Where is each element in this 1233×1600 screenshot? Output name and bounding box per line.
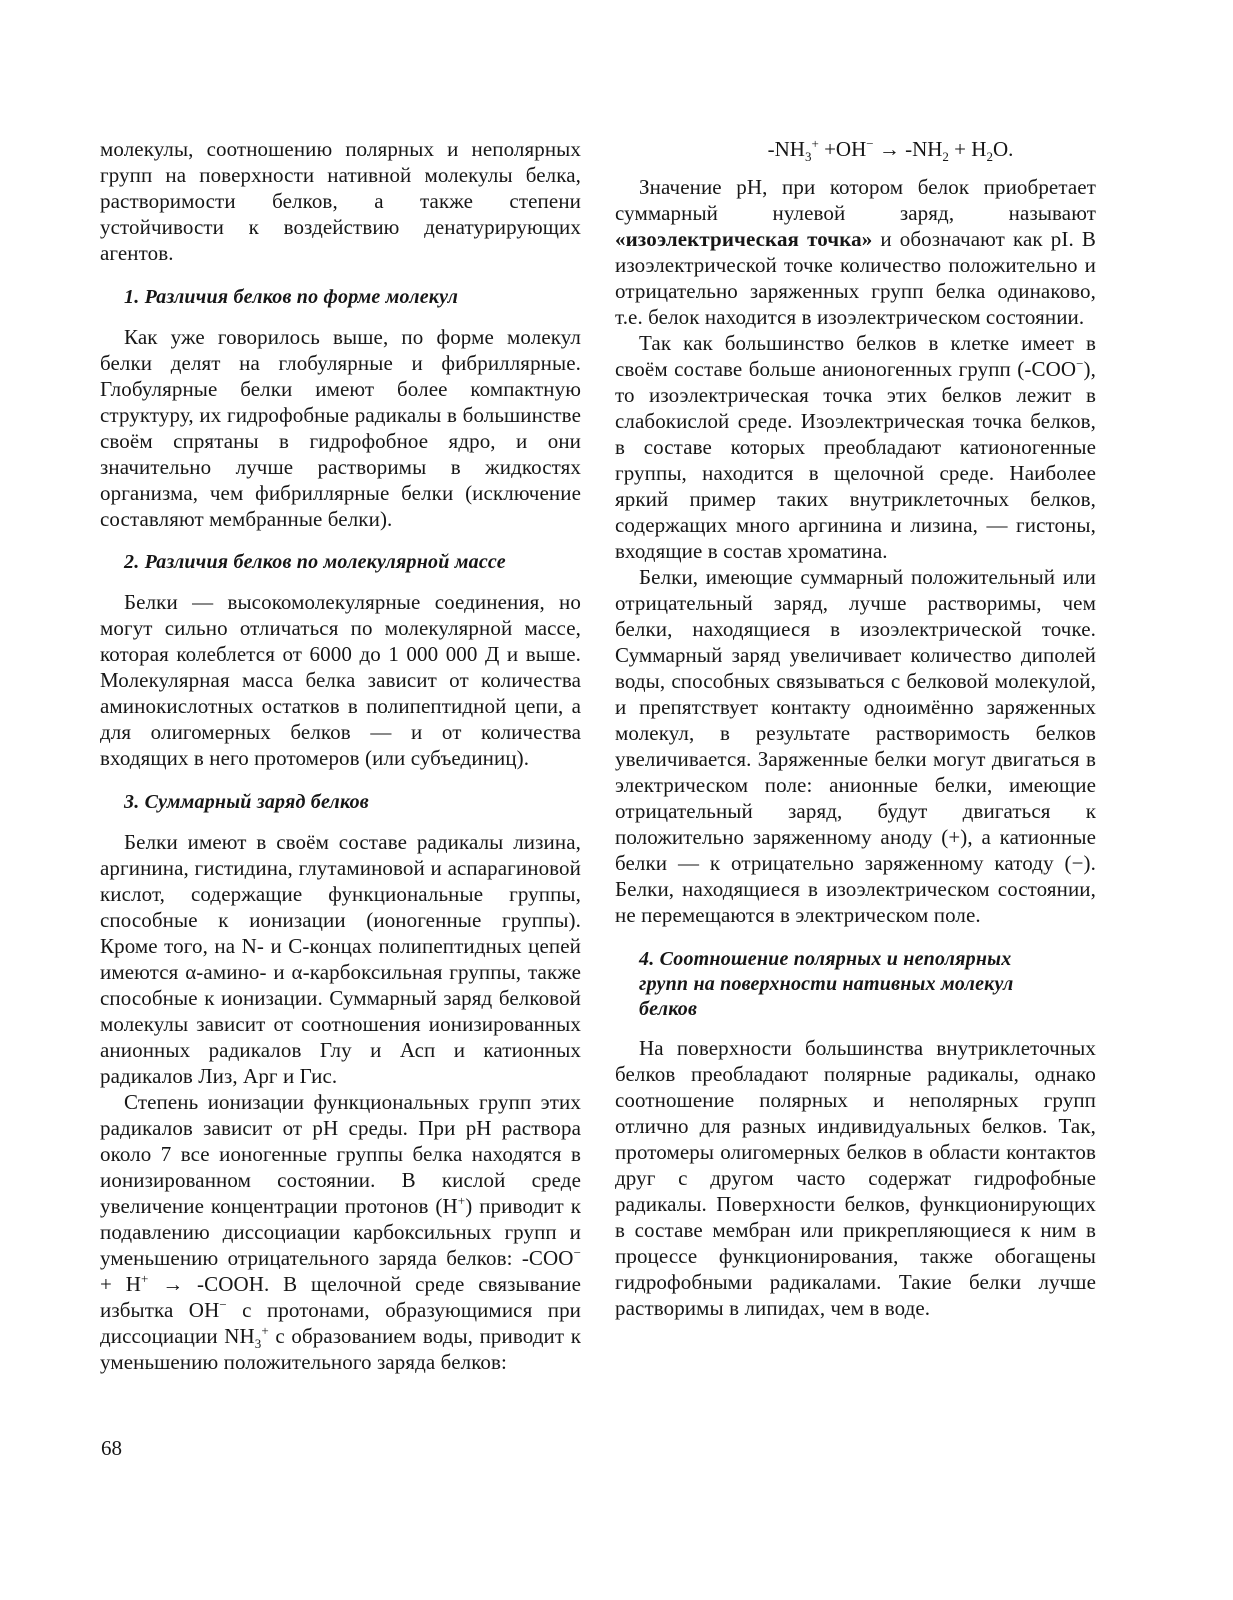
right-column — [615, 136, 1096, 1321]
paragraph-ionization: Степень ионизации функциональных групп этих радикалов зависит от рН среды. При рН раствора около 7 все ионогенные группы белка находятся в ионизированном состоянии. В кислой среде увеличение концентрации протонов (Н+) приводит к подавлению диссоциации карбоксильных групп и уменьшению отрицательного заряда белков: -СОО− + Н+ → -СООН. В щелочной среде связывание избытка ОН− с протонами, образующимися при диссоциации $NH_3^+$ с образованием воды, приводит к уменьшению положительного заряда белков: — [100, 1090, 582, 1374]
page-number: 68 — [101, 1436, 122, 1460]
section-heading-2: 2. Различия белков по молекулярной массе — [124, 551, 506, 573]
section-heading-1: 1. Различия белков по форме молекул — [124, 286, 459, 308]
paragraph-anionogenic: Так как большинство белков в клетке имеет в своём составе больше анионогенных групп (-СОО−), то изоэлектрическая точка этих белков лежит в слабокислой среде. Изоэлектрическая точка белков, в составе которых преобладают катионогенные группы, находится в щелочной среде. Наиболее яркий пример таких внутриклеточных белков, содержащих много аргинина и лизина, — гистоны, входящие в состав хроматина. — [615, 331, 1096, 563]
left-column — [100, 136, 581, 1375]
intro-paragraph: молекулы, соотношению полярных и неполярных групп на поверхности нативной молекулы белка, растворимости белков, а также степени устойчивости к воздействию денатурирующих агентов. — [100, 137, 581, 265]
paragraph-polar-groups: На поверхности большинства внутриклеточных белков преобладают полярные радикалы, однако соотношение полярных и неполярных групп отлично для разных индивидуальных белков. Так, протомеры олигомерных белков в области контактов друг с другом часто содержат гидрофобные радикалы. Поверхности белков, функционирующих в составе мембран или прикрепляющиеся к ним в процессе функционирования, также обогащены гидрофобными радикалами. Такие белки лучше растворимы в липидах, чем в воде. — [615, 1036, 1096, 1320]
section-heading-4: 4. Соотношение полярных и неполярных групп на поверхности нативных молекул белков — [639, 948, 1014, 1020]
paragraph-solubility: Белки, имеющие суммарный положительный или отрицательный заряд, лучше растворимы, чем белки, находящиеся в изоэлектрической точке. Суммарный заряд увеличивает количество диполей воды, способных связываться с белковой молекулой, и препятствует контакту одноимённо заряженных молекул, в результате растворимость белков увеличивается. Заряженные белки могут двигаться в электрическом поле: анионные белки, имеющие отрицательный заряд, будут двигаться к положительно заряженному аноду (+), а катионные белки — к отрицательно заряженному катоду (−). Белки, находящиеся в изоэлектрическом состоянии, не перемещаются в электрическом поле. — [615, 565, 1096, 927]
neutralization-formula: $-NH_3^+ +OH^- \to -NH_2 + H_2O$. — [767, 136, 1014, 165]
paragraph-molecular-mass: Белки — высокомолекулярные соединения, но могут сильно отличаться по молекулярной массе, которая колеблется от 6000 до 1 000 000 Д и выше. Молекулярная масса белка зависит от количества аминокислотных остатков в полипептидной цепи, а для олигомерных белков — и от количества входящих в него протомеров (или субъединиц). — [100, 590, 581, 770]
section-heading-3: 3. Суммарный заряд белков — [124, 791, 369, 813]
paragraph-molecule-shape: Как уже говорилось выше, по форме молекул белки делят на глобулярные и фибриллярные. Глобулярные белки имеют более компактную структуру, их гидрофобные радикалы в большинстве своём спрятаны в гидрофобное ядро, и они значительно лучше растворимы в жидкостях организма, чем фибриллярные белки (исключение составляют мембранные белки). — [100, 325, 581, 531]
paragraph-isoelectric-point: Значение рН, при котором белок приобретает суммарный нулевой заряд, называют «изоэлектрическая точка» и обозначают как pI. В изоэлектрической точке количество положительно и отрицательно заряженных групп белка одинаково, т.е. белок находится в изоэлектрическом состоянии. — [615, 175, 1096, 329]
paragraph-charge: Белки имеют в своём составе радикалы лизина, аргинина, гистидина, глутаминовой и аспарагиновой кислот, содержащие функциональные группы, способные к ионизации (ионогенные группы). Кроме того, на N- и С-концах полипептидных цепей имеются α-амино- и α-карбоксильная группы, также способные к ионизации. Суммарный заряд белковой молекулы зависит от соотношения ионизированных анионных радикалов Глу и Асп и катионных радикалов Лиз, Арг и Гис. — [100, 830, 581, 1088]
